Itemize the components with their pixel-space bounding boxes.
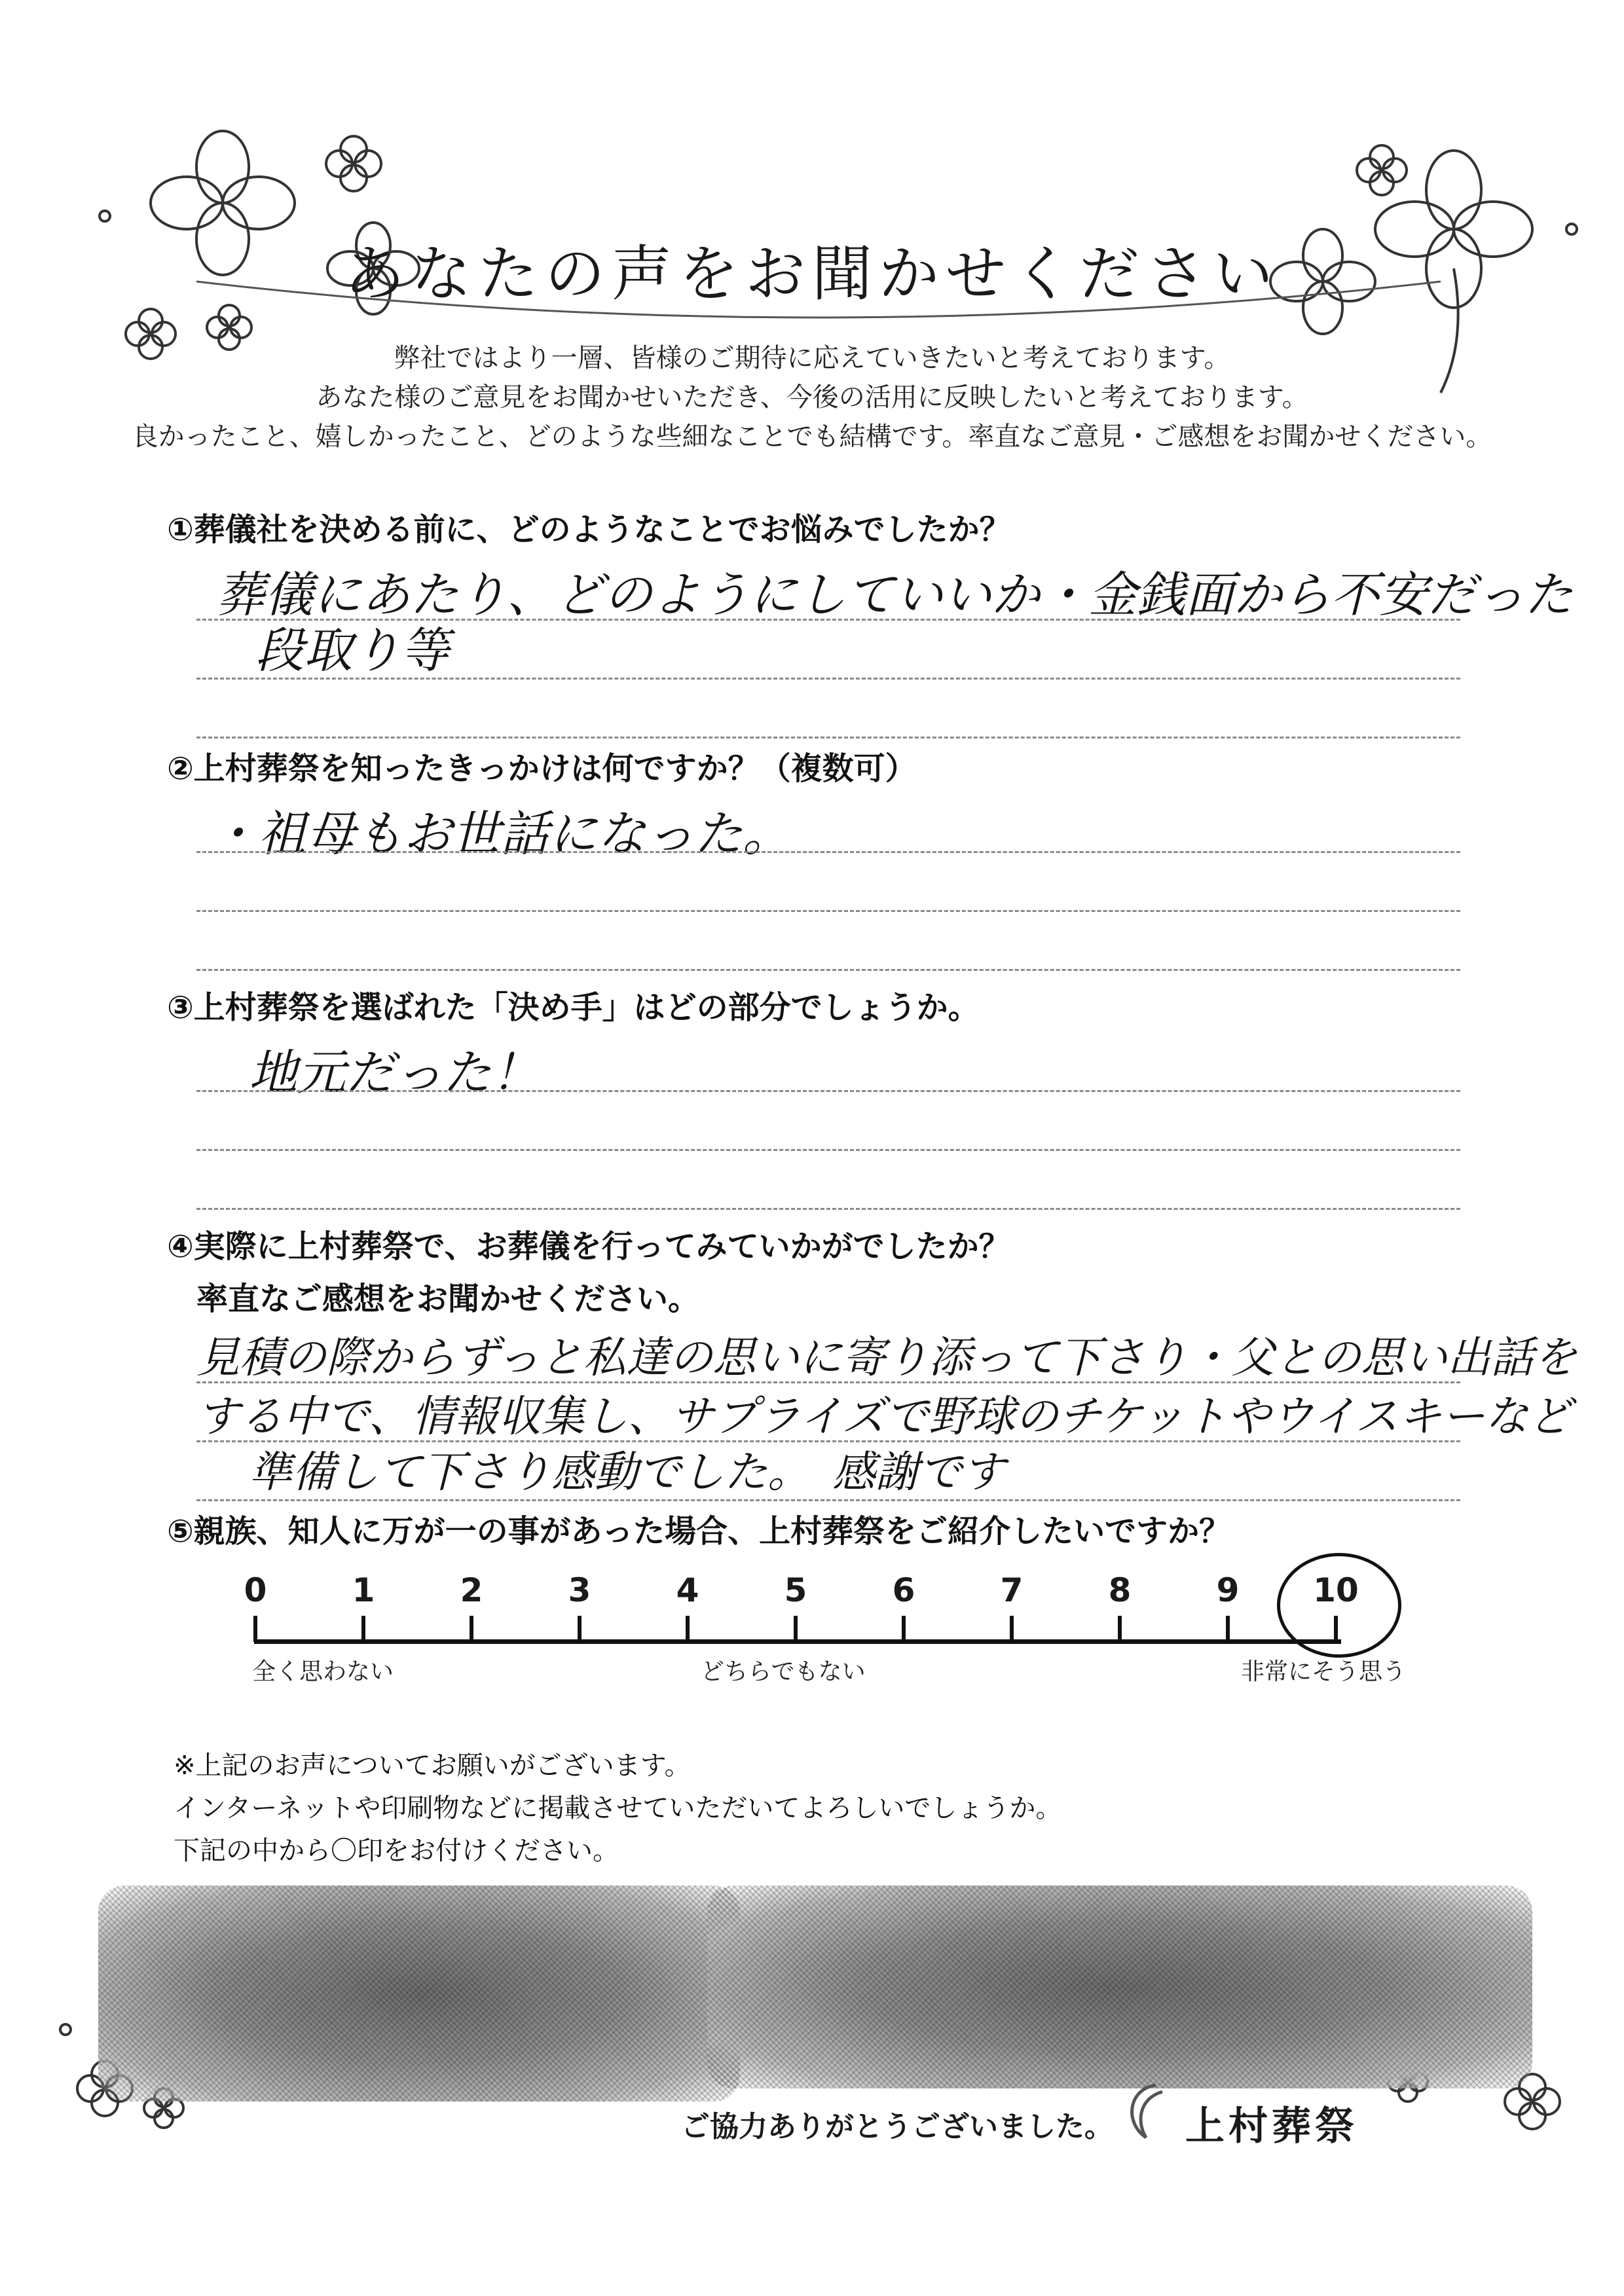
- question-5: ⑤親族、知人に万が一の事があった場合、上村葬祭をご紹介したいですか？: [167, 1513, 1231, 1550]
- rating-tick-label: 7: [1000, 1571, 1024, 1609]
- ruled-line: [196, 1499, 1460, 1501]
- rating-tick-label: 5: [784, 1571, 807, 1609]
- page-title: あなたの声をお聞かせください: [344, 239, 1280, 309]
- rating-tick-label: 9: [1216, 1571, 1240, 1609]
- answer-1-line-2: 段取り等: [255, 623, 449, 679]
- rating-tick: [470, 1616, 473, 1642]
- answer-1-line-1: 葬儀にあたり、どのようにしていいか・金銭面から不安だった: [216, 567, 1573, 623]
- answer-4-line-1: 見積の際からずっと私達の思いに寄り添って下さり・父との思い出話を: [196, 1332, 1578, 1383]
- scale-label-low: 全く思わない: [252, 1658, 394, 1685]
- redacted-area: [707, 1886, 1532, 2088]
- intro-line-3: 良かったこと、嬉しかったこと、どのような些細なことでも結構です。率直なご意見・ご感想をお聞かせください。: [132, 422, 1492, 452]
- question-4: ④実際に上村葬祭で、お葬儀を行ってみていかがでしたか？: [167, 1228, 1010, 1265]
- ruled-line: [196, 1381, 1460, 1383]
- rating-tick: [578, 1616, 581, 1642]
- intro-line-1: 弊社ではより一層、皆様のご期待に応えていきたいと考えております。: [394, 343, 1230, 373]
- ruled-line: [196, 969, 1460, 971]
- ruled-line: [196, 910, 1460, 912]
- ruled-line: [196, 1208, 1460, 1210]
- question-3: ③上村葬祭を選ばれた「決め手」はどの部分でしょうか。: [167, 989, 980, 1026]
- note-line-1: ※上記のお声についてお願いがございます。: [174, 1751, 691, 1781]
- rating-tick: [1226, 1616, 1230, 1642]
- question-4-subtext: 率直なご感想をお聞かせください。: [196, 1281, 700, 1317]
- ruled-line: [196, 619, 1460, 621]
- scale-label-mid: どちらでもない: [701, 1658, 866, 1685]
- rating-tick: [794, 1616, 798, 1642]
- intro-line-2: あなた様のご意見をお聞かせいただき、今後の活用に反映したいと考えております。: [316, 382, 1308, 412]
- note-line-2: インターネットや印刷物などに掲載させていただいてよろしいでしょうか。: [174, 1793, 1062, 1823]
- selected-rating-circle: [1277, 1553, 1401, 1658]
- ruled-line: [196, 1090, 1460, 1092]
- question-2: ②上村葬祭を知ったきっかけは何ですか？（複数可）: [167, 750, 917, 787]
- rating-tick: [686, 1616, 690, 1642]
- title-underline-curve: [196, 275, 1441, 327]
- ruled-line: [196, 678, 1460, 680]
- thanks-message: ご協力ありがとうございました。: [681, 2110, 1113, 2143]
- company-logo-name: 上村葬祭: [1185, 2104, 1358, 2149]
- ruled-line: [196, 1149, 1460, 1151]
- rating-tick: [253, 1616, 257, 1642]
- rating-tick-label: 10: [1313, 1571, 1359, 1609]
- question-1: ①葬儀社を決める前に、どのようなことでお悩みでしたか？: [167, 511, 1011, 548]
- rating-tick: [1118, 1616, 1122, 1642]
- ruled-line: [196, 1440, 1460, 1442]
- heart-logo-icon: [1116, 2075, 1175, 2147]
- scale-label-high: 非常にそう思う: [1241, 1658, 1407, 1685]
- redacted-area: [98, 1886, 740, 2102]
- rating-tick: [1010, 1616, 1014, 1642]
- rating-tick-label: 4: [676, 1571, 699, 1609]
- note-line-3: 下記の中から〇印をお付けください。: [174, 1836, 619, 1866]
- rating-tick-label: 0: [244, 1571, 267, 1609]
- rating-tick-label: 2: [460, 1571, 483, 1609]
- rating-tick-label: 8: [1108, 1571, 1132, 1609]
- rating-tick: [902, 1616, 906, 1642]
- ruled-line: [196, 737, 1460, 738]
- answer-2-line-1: ・祖母もお世話になった。: [210, 806, 791, 862]
- rating-scale-line: [254, 1639, 1341, 1644]
- answer-4-line-3: 準備して下さり感動でした。 感謝です: [249, 1447, 1005, 1497]
- answer-4-line-2: する中で、情報収集し、サプライズで野球のチケットやウイスキーなど: [196, 1391, 1572, 1442]
- rating-tick-label: 1: [352, 1571, 375, 1609]
- ruled-line: [196, 851, 1460, 853]
- rating-tick-label: 6: [892, 1571, 915, 1609]
- rating-tick-label: 3: [568, 1571, 591, 1609]
- answer-3-line-1: 地元だった！: [249, 1045, 540, 1101]
- rating-tick: [361, 1616, 365, 1642]
